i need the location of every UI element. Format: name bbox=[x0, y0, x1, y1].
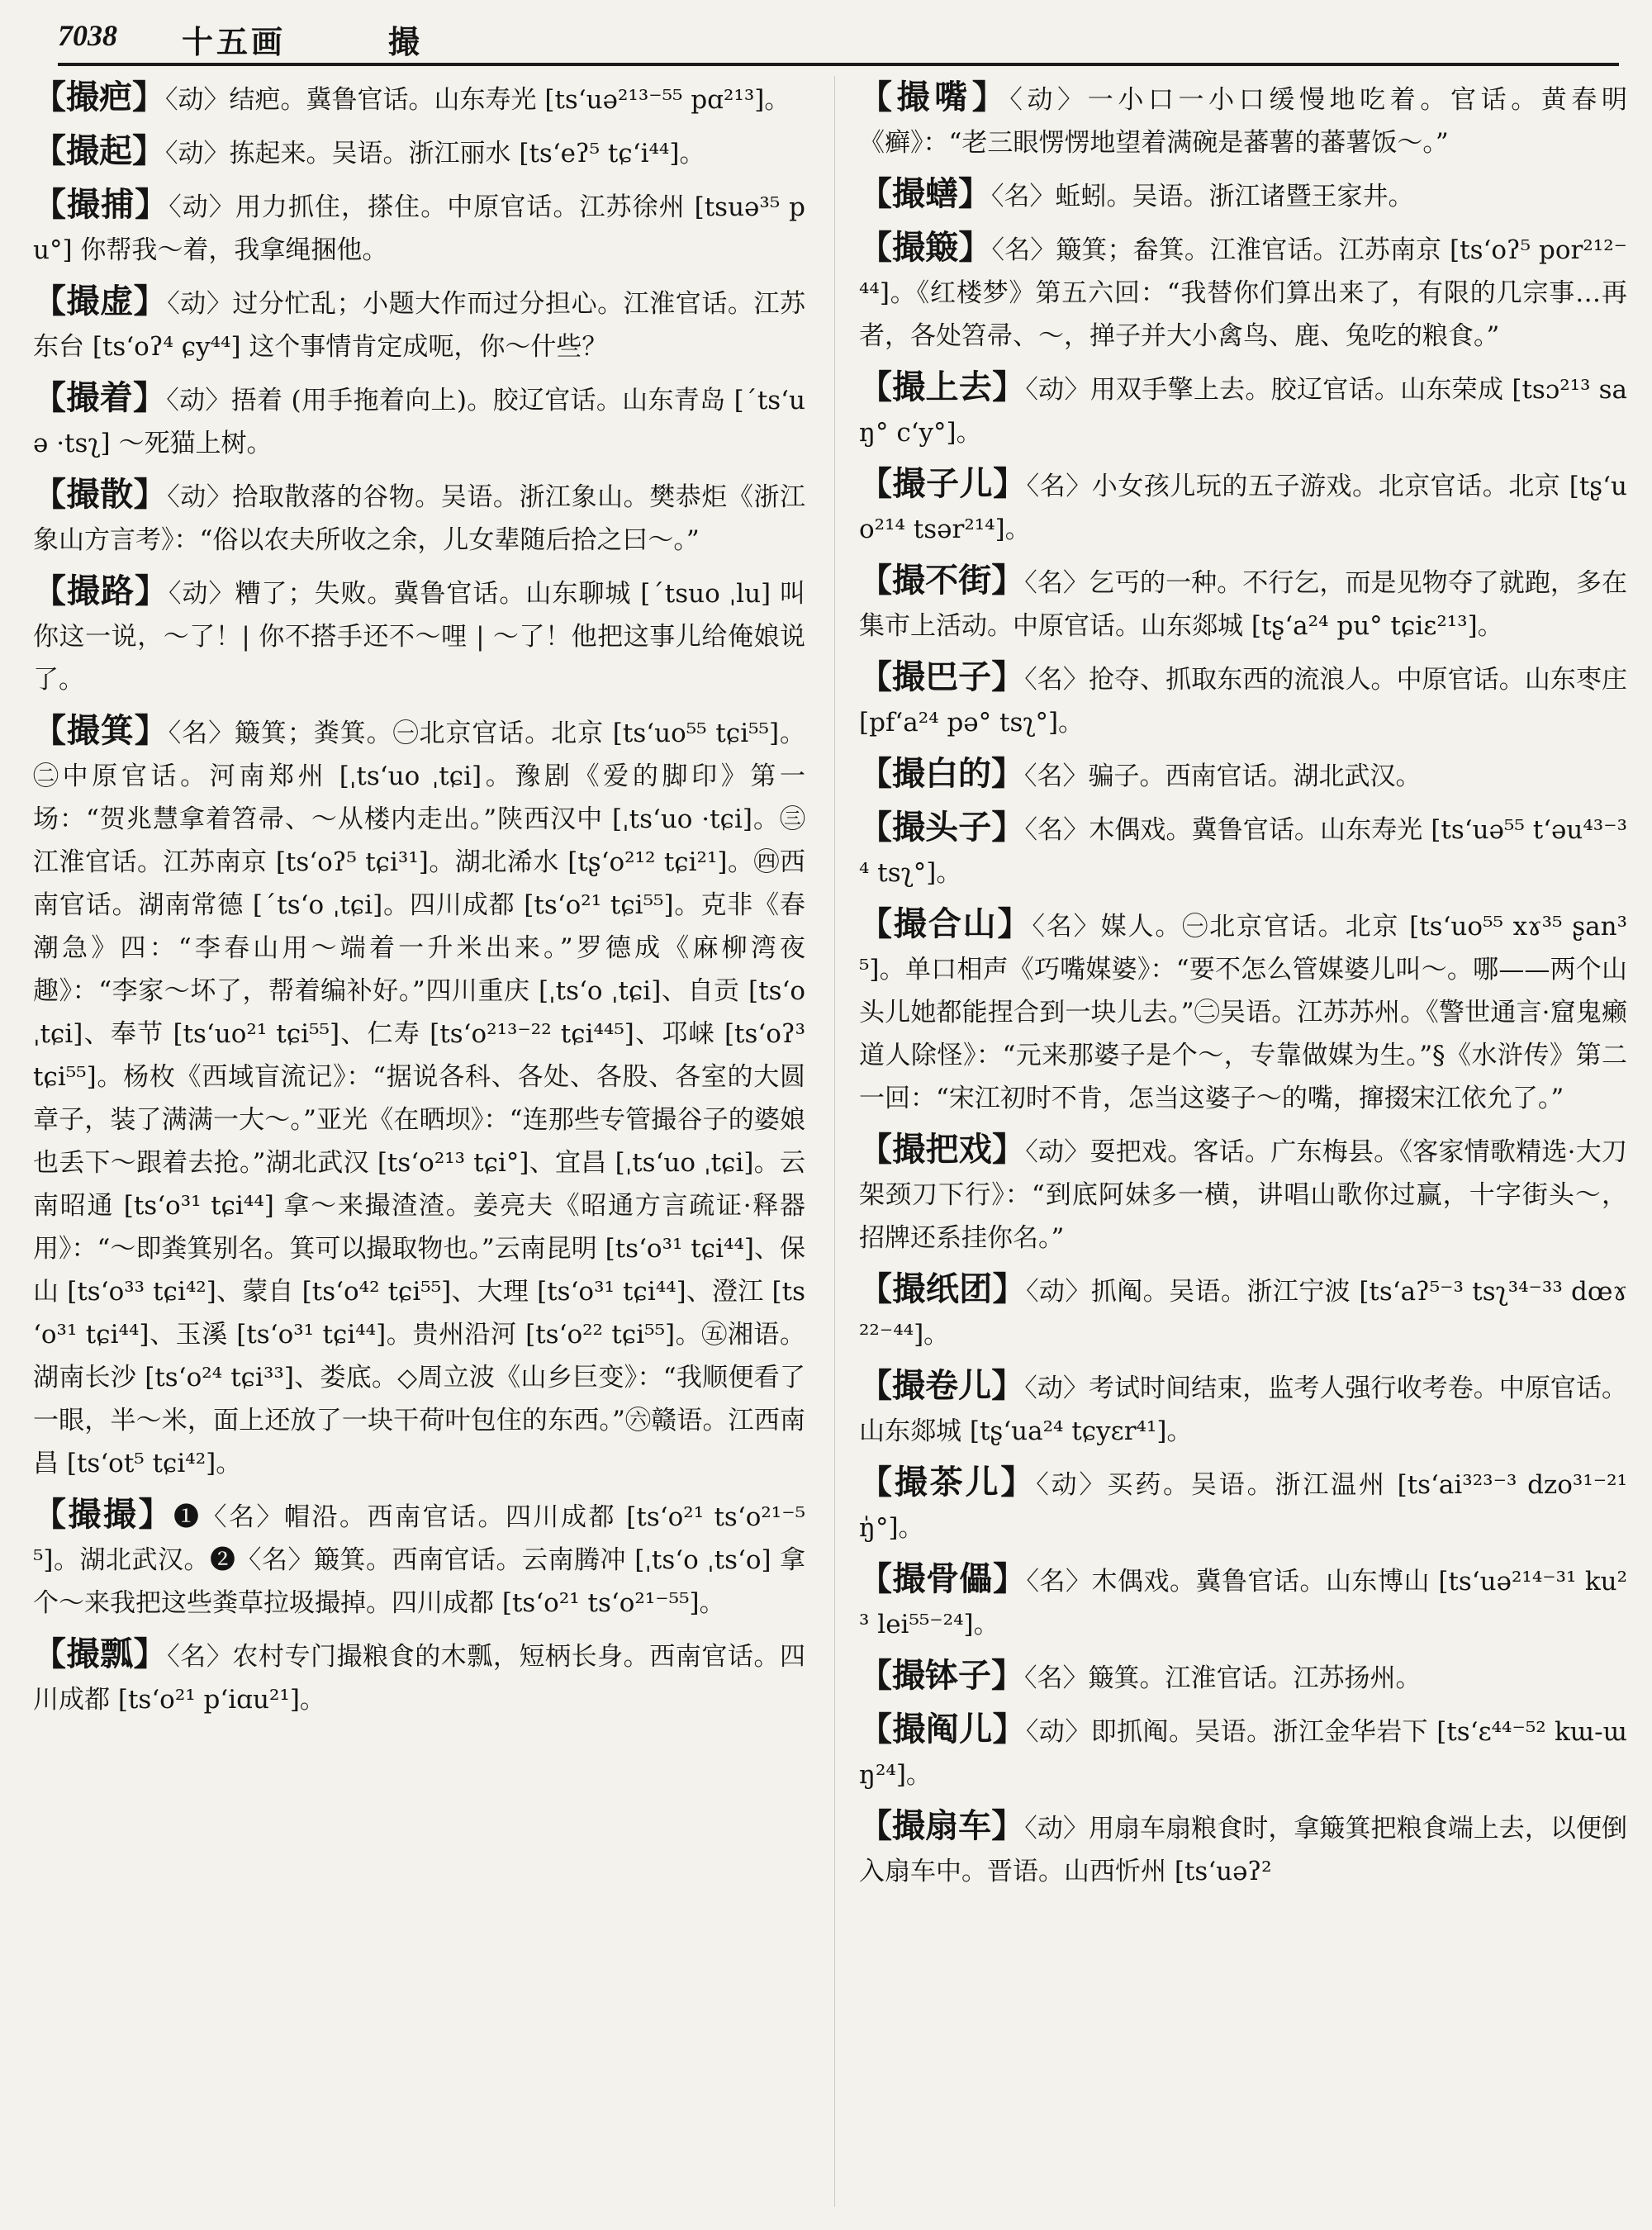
entry-definition: 〈动〉买药。吴语。浙江温州 [tsʻai³²³⁻³ dzo³¹⁻²¹ ŋ̍°]。 bbox=[859, 1470, 1627, 1543]
dictionary-entry bbox=[33, 709, 805, 1485]
entry-headword: 【撮嘴】 bbox=[859, 78, 1010, 116]
entry-definition: 〈名〉抢夺、抓取东西的流浪人。中原官话。山东枣庄 [pfʻa²⁴ pə° tsʅ°]。 bbox=[859, 665, 1627, 738]
dictionary-entry bbox=[33, 130, 805, 175]
entry-headword: 【撮虚】 bbox=[33, 282, 168, 320]
dictionary-entry bbox=[33, 377, 805, 465]
entry-headword: 【撮瓢】 bbox=[33, 1635, 168, 1673]
page-number: 7038 bbox=[58, 19, 117, 52]
entry-headword: 【撮头子】 bbox=[859, 809, 1025, 847]
right-column bbox=[859, 76, 1627, 2207]
entry-definition: 〈动〉抓阄。吴语。浙江宁波 [tsʻaʔ⁵⁻³ tsʅ³⁴⁻³³ dœɤ²²⁻⁴⁴]。 bbox=[859, 1277, 1627, 1350]
entry-headword: 【撮阄儿】 bbox=[859, 1710, 1027, 1748]
dictionary-entry bbox=[859, 1268, 1627, 1356]
dictionary-entry bbox=[859, 656, 1627, 744]
entry-definition: 〈名〉乞丐的一种。不行乞，而是见物夺了就跑，多在集市上活动。中原官话。山东郯城 [tʂʻa²⁴ pu° tɕiɛ²¹³]。 bbox=[859, 568, 1627, 641]
left-column bbox=[33, 76, 805, 2207]
entry-definition: 〈动〉捂着 (用手拖着向上)。胶辽官话。山东青岛 [ˊtsʻuə ·tsʅ] ～死猫上树。 bbox=[33, 386, 805, 458]
dictionary-entry bbox=[859, 463, 1627, 551]
dictionary-entry bbox=[859, 1708, 1627, 1796]
entry-definition: 〈动〉拣起来。吴语。浙江丽水 [tsʻeʔ⁵ tɕʻi⁴⁴]。 bbox=[165, 139, 705, 168]
dictionary-entry bbox=[33, 76, 805, 121]
entry-headword: 【撮疤】 bbox=[33, 78, 165, 116]
entry-definition: 〈动〉用扇车扇粮食时，拿簸箕把粮食端上去，以便倒入扇车中。晋语。山西忻州 [tsʻuəʔ² bbox=[859, 1814, 1627, 1886]
column-divider bbox=[834, 76, 835, 2207]
dictionary-entry bbox=[33, 280, 805, 368]
entry-headword: 【撮路】 bbox=[33, 572, 169, 610]
entry-headword: 【撮上去】 bbox=[859, 368, 1026, 406]
entry-headword: 【撮簸】 bbox=[859, 229, 992, 267]
entry-definition: 〈名〉簸箕；畚箕。江淮官话。江苏南京 [tsʻoʔ⁵ por²¹²⁻⁴⁴]。《红楼梦》第五六回：“我替你们算出来了，有限的几宗事…再者，各处笤帚、～，掸子并大小禽鸟、鹿、兔吃的粮食。” bbox=[859, 235, 1627, 351]
entry-headword: 【撮不街】 bbox=[859, 562, 1025, 600]
entry-definition: 〈名〉簸箕。江淮官话。江苏扬州。 bbox=[1024, 1663, 1422, 1693]
entry-definition: 〈名〉木偶戏。冀鲁官话。山东博山 [tsʻuə²¹⁴⁻³¹ ku²³ lei⁵⁵⁻²⁴]。 bbox=[859, 1567, 1627, 1639]
entry-definition: 〈名〉簸箕；粪箕。㊀北京官话。北京 [tsʻuo⁵⁵ tɕi⁵⁵]。㊁中原官话。河南郑州 [ˌtsʻuo ˌtɕi]。豫剧《爱的脚印》第一场：“贺兆慧拿着笤帚、～从楼内走出。”陕西汉中 [ˌtsʻuo ·tɕi]。㊂江淮官话。江苏南京 [tsʻoʔ⁵ tɕi³¹]。湖北浠水 [tʂʻo²¹² tɕi²¹]。㊃西南官话。湖南常德 [ˊtsʻo ˌtɕi]。四川成都 [tsʻo²¹ tɕi⁵⁵]。克非《春潮急》四：“李春山用～端着一升米出来。”罗德成《麻柳湾夜趣》：“李家～坏了，帮着编补好。”四川重庆 [ˌtsʻo ˌtɕi]、自贡 [tsʻo ˌtɕi]、奉节 [tsʻuo²¹ tɕi⁵⁵]、仁寿 [tsʻo²¹³⁻²² tɕi⁴⁴⁵]、邛崃 [tsʻoʔ³ tɕi⁵⁵]。杨枚《西域盲流记》：“据说各科、各处、各股、各室的大圆章子，装了满满一大～。”亚光《在晒坝》：“连那些专管撮谷子的婆娘也丢下～跟着去抢。”湖北武汉 [tsʻo²¹³ tɕi°]、宜昌 [ˌtsʻuo ˌtɕi]。云南昭通 [tsʻo³¹ tɕi⁴⁴] 拿～来撮渣渣。姜亮夫《昭通方言疏证·释器用》：“～即粪箕别名。箕可以撮取物也。”云南昆明 [tsʻo³¹ tɕi⁴⁴]、保山 [tsʻo³³ tɕi⁴²]、蒙自 [tsʻo⁴² tɕi⁵⁵]、大理 [tsʻo³¹ tɕi⁴⁴]、澄江 [tsʻo³¹ tɕi⁴⁴]、玉溪 [tsʻo³¹ tɕi⁴⁴]。贵州沿河 [tsʻo²² tɕi⁵⁵]。㊄湘语。湖南长沙 [tsʻo²⁴ tɕi³³]、娄底。◇周立波《山乡巨变》：“我顺便看了一眼，半～米，面上还放了一块干荷叶包住的东西。”㊅赣语。江西南昌 [tsʻot⁵ tɕi⁴²]。 bbox=[33, 719, 805, 1478]
entry-headword: 【撮巴子】 bbox=[859, 658, 1025, 696]
dictionary-entry bbox=[859, 559, 1627, 648]
entry-headword: 【撮合山】 bbox=[859, 905, 1032, 943]
entry-headword: 【撮起】 bbox=[33, 132, 165, 170]
dictionary-entry bbox=[859, 76, 1627, 164]
entry-headword: 【撮子儿】 bbox=[859, 465, 1027, 503]
dictionary-entry bbox=[859, 226, 1627, 358]
entry-definition: 〈动〉考试时间结束，监考人强行收考卷。中原官话。山东郯城 [tʂʻua²⁴ tɕyɛr⁴¹]。 bbox=[859, 1374, 1627, 1446]
dictionary-entry bbox=[33, 1493, 805, 1625]
entry-headword: 【撮撮】 bbox=[33, 1496, 173, 1534]
entry-definition: 〈动〉用力抓住，搽住。中原官话。江苏徐州 [tsuə³⁵ pu°] 你帮我～着，我拿绳捆他。 bbox=[33, 192, 805, 265]
dictionary-entry bbox=[859, 173, 1627, 218]
entry-headword: 【撮茶儿】 bbox=[859, 1464, 1037, 1502]
entry-definition: 〈名〉媒人。㊀北京官话。北京 [tsʻuo⁵⁵ xɤ³⁵ ʂan³⁵]。单口相声《巧嘴媒婆》：“要不怎么管媒婆儿叫～。哪——两个山头儿她都能捏合到一块儿去。”㊁吴语。江苏苏州。《警世通言·窟鬼癞道人除怪》：“元来那婆子是个～，专靠做媒为生。”§《水浒传》第二一回：“宋江初时不肯，怎当这婆子～的嘴，撺掇宋江依允了。” bbox=[859, 912, 1627, 1113]
entry-headword: 【撮白的】 bbox=[859, 755, 1024, 793]
entry-definition: 〈名〉木偶戏。冀鲁官话。山东寿光 [tsʻuə⁵⁵ tʻəu⁴³⁻³⁴ tsʅ°]。 bbox=[859, 815, 1627, 888]
entry-headword: 【撮着】 bbox=[33, 379, 167, 417]
entry-definition: 〈动〉一小口一小口缓慢地吃着。官话。黄春明《癣》：“老三眼愣愣地望着满碗是蕃薯的蕃薯饭～。” bbox=[859, 85, 1627, 158]
entry-headword: 【撮骨儡】 bbox=[859, 1560, 1027, 1598]
entry-headword: 【撮纸团】 bbox=[859, 1270, 1027, 1308]
entry-definition: 〈动〉结疤。冀鲁官话。山东寿光 [tsʻuə²¹³⁻⁵⁵ pɑ²¹³]。 bbox=[165, 85, 790, 115]
entry-definition: 〈动〉耍把戏。客话。广东梅县。《客家情歌精选·大刀架颈刀下行》：“到底阿妹多一横，讲唱山歌你过赢，十字街头～，招牌还系挂你名。” bbox=[859, 1137, 1627, 1253]
entry-definition: 〈名〉小女孩儿玩的五子游戏。北京官话。北京 [tʂʻuo²¹⁴ tsər²¹⁴]。 bbox=[859, 472, 1627, 544]
entry-headword: 【撮箕】 bbox=[33, 712, 169, 750]
dictionary-entry bbox=[859, 1654, 1627, 1700]
entry-definition: 〈名〉蚯蚓。吴语。浙江诸暨王家井。 bbox=[991, 182, 1414, 211]
dictionary-entry bbox=[859, 1364, 1627, 1453]
entry-definition: 〈名〉农村专门撮粮食的木瓢，短柄长身。西南官话。四川成都 [tsʻo²¹ pʻiɑu²¹]。 bbox=[33, 1642, 805, 1715]
dictionary-entry bbox=[33, 183, 805, 272]
dictionary-entry bbox=[33, 473, 805, 562]
dictionary-entry bbox=[859, 1461, 1627, 1549]
entry-headword: 【撮卷儿】 bbox=[859, 1367, 1025, 1405]
dictionary-entry bbox=[859, 1805, 1627, 1893]
entry-headword: 【撮捕】 bbox=[33, 186, 169, 224]
dictionary-entry bbox=[33, 570, 805, 701]
entry-headword: 【撮钵子】 bbox=[859, 1657, 1024, 1695]
entry-headword: 【撮蟮】 bbox=[859, 175, 991, 213]
entry-definition: 〈名〉骗子。西南官话。湖北武汉。 bbox=[1024, 762, 1422, 791]
dictionary-entry bbox=[859, 366, 1627, 454]
entry-definition: 〈动〉拾取散落的谷物。吴语。浙江象山。樊恭炬《浙江象山方言考》：“俗以农夫所收之余，儿女辈随后拾之曰～。” bbox=[33, 482, 805, 555]
entry-headword: 【撮把戏】 bbox=[859, 1131, 1026, 1169]
entry-headword: 【撮散】 bbox=[33, 476, 168, 514]
page-header bbox=[58, 15, 1619, 64]
entry-definition: 〈动〉用双手擎上去。胶辽官话。山东荣成 [tsɔ²¹³ saŋ° cʻy°]。 bbox=[859, 375, 1627, 448]
entry-definition: 〈动〉即抓阄。吴语。浙江金华岩下 [tsʻɛ⁴⁴⁻⁵² kɯ-ɯŋ²⁴]。 bbox=[859, 1717, 1627, 1790]
dictionary-entry bbox=[33, 1633, 805, 1721]
section-label: 十五画 bbox=[182, 23, 287, 60]
entry-headword: 【撮扇车】 bbox=[859, 1807, 1025, 1845]
dictionary-entry bbox=[859, 903, 1627, 1120]
dictionary-entry bbox=[859, 1128, 1627, 1260]
dictionary-entry bbox=[859, 1558, 1627, 1646]
entry-definition: 〈动〉糟了；失败。冀鲁官话。山东聊城 [ˊtsuo ˌlu] 叫你这一说，～了！| 你不搭手还不～哩 | ～了！他把这事儿给俺娘说了。 bbox=[33, 579, 805, 695]
header-rule bbox=[58, 63, 1619, 66]
dictionary-entry bbox=[859, 752, 1627, 798]
entry-definition: ❶〈名〉帽沿。西南官话。四川成都 [tsʻo²¹ tsʻo²¹⁻⁵⁵]。湖北武汉。❷〈名〉簸箕。西南官话。云南腾冲 [ˌtsʻo ˌtsʻo] 拿个～来我把这些粪草拉圾撮掉。四川成都 [tsʻo²¹ tsʻo²¹⁻⁵⁵]。 bbox=[33, 1502, 805, 1618]
dictionary-entry bbox=[859, 806, 1627, 894]
entry-definition: 〈动〉过分忙乱；小题大作而过分担心。江淮官话。江苏东台 [tsʻoʔ⁴ ɕy⁴⁴] 这个事情肯定成呃，你～什些？ bbox=[33, 289, 805, 362]
index-character: 撮 bbox=[388, 23, 420, 60]
